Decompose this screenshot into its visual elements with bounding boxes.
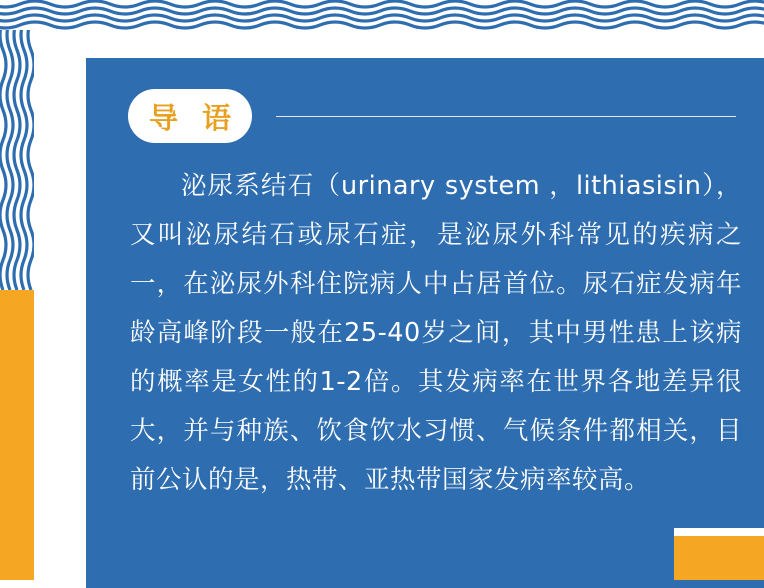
left-decorative-strip: [0, 0, 34, 580]
article-card: [86, 58, 764, 588]
top-decorative-strip: [0, 0, 764, 30]
corner-spacer: [674, 528, 764, 536]
wave-pattern-left-icon: [0, 0, 34, 290]
corner-accent-block: [674, 536, 764, 580]
card-header: [86, 84, 764, 148]
wave-pattern-top-icon: [0, 0, 764, 30]
section-badge: 导 语: [128, 89, 252, 143]
header-divider: [276, 116, 736, 117]
article-body: 泌尿系结石（urinary system ，lithiasisin），又叫泌尿结石或尿石症，是泌尿外科常见的疾病之一，在泌尿外科住院病人中占居首位。尿石症发病年龄高峰阶段一般在25-40岁之间，其中男性患上该病的概率是女性的1-2倍。其发病率在世界各地差异很大，并与种族、饮食饮水习惯、气候条件都相关，目前公认的是，热带、亚热带国家发病率较高。: [130, 171, 742, 495]
content-frame: [34, 30, 764, 580]
wave-pattern-left-bottom-icon: [0, 520, 34, 580]
